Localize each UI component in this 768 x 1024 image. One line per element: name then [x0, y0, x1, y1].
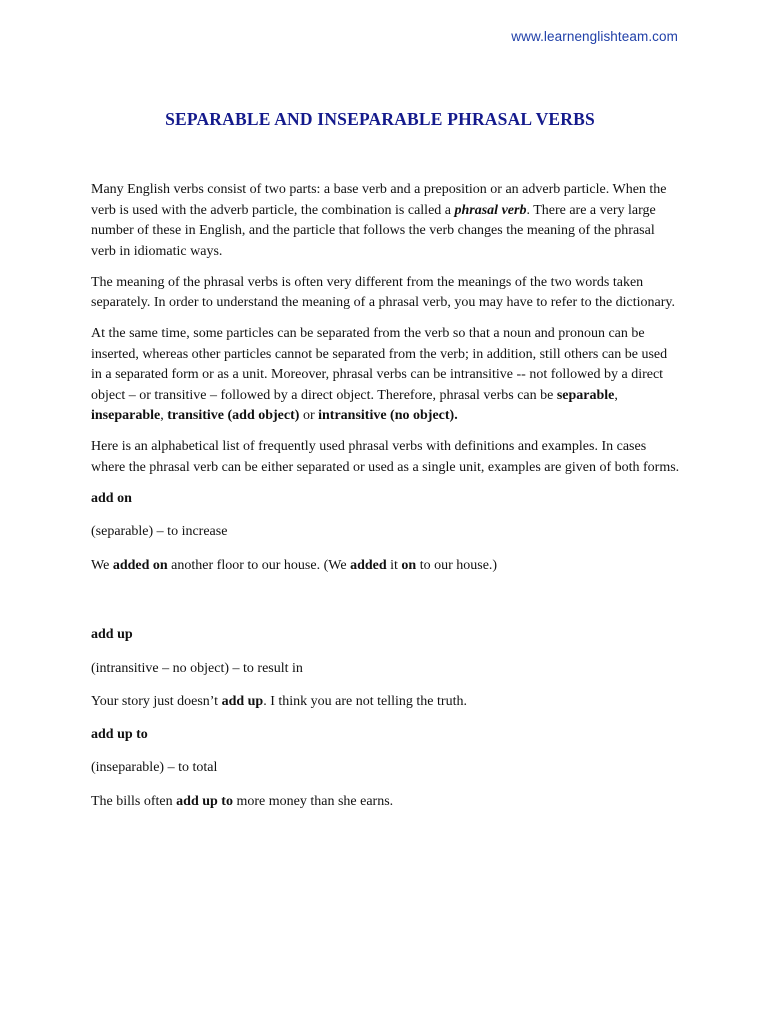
term-intransitive: intransitive (no object). — [318, 408, 458, 423]
entry-example — [91, 692, 681, 713]
intro-paragraph-1 — [91, 180, 681, 262]
site-url-link[interactable]: www.learnenglishteam.com — [511, 29, 678, 44]
example-text: The bills often — [91, 793, 177, 809]
example-bold: added — [350, 557, 387, 573]
term-separable: separable — [556, 387, 615, 403]
term-inseparable: inseparable — [91, 408, 161, 423]
intro-text: Many English verbs consist of two parts: a base verb and a preposition or an adverb particle. When the verb is used with the adverb particle, the combination is called a — [91, 182, 667, 218]
example-text: to our house.) — [416, 557, 498, 573]
intro-text: , — [614, 387, 618, 403]
page-title: SEPARABLE AND INSEPARABLE PHRASAL VERBS — [165, 109, 595, 129]
entry-definition: (inseparable) – to total — [91, 760, 218, 775]
entry-example — [91, 556, 681, 577]
example-text: more money than she earns. — [232, 793, 394, 809]
term-transitive: transitive (add object) — [167, 408, 300, 423]
document-body — [91, 180, 681, 824]
example-bold: add up — [221, 694, 264, 709]
example-text: it — [386, 557, 402, 573]
intro-paragraph-2: The meaning of the phrasal verbs is often very different from the meanings of the two words taken separately. In order to understand the meaning of a phrasal verb, you may have to refer to the dictionary. — [91, 274, 676, 310]
example-text: another floor to our house. (We — [167, 557, 351, 573]
intro-text: At the same time, some particles can be separated from the verb so that a noun and pronoun can be inserted, whereas other particles cannot be separated from the verb; in addition, still others can be used in a separated form or as a unit. Moreover, phrasal verbs can be intransitive -- not followed by a direct object – or transitive – followed by a direct object. Therefore, phrasal verbs can be — [91, 326, 668, 403]
intro-text: . There are a very large number of these in English, and the particle that follows the verb changes the meaning of the phrasal verb in idiomatic ways. — [91, 202, 656, 259]
spacer — [91, 588, 681, 623]
example-text: We — [91, 557, 113, 573]
example-bold: added on — [112, 557, 168, 573]
intro-paragraph-4: Here is an alphabetical list of frequently used phrasal verbs with definitions and examples. In cases where the phrasal verb can be either separated or used as a single unit, examples are given of both forms. — [91, 439, 680, 475]
example-text: Your story just doesn’t — [91, 694, 222, 709]
intro-text: or — [299, 408, 319, 423]
intro-paragraph-3 — [91, 324, 681, 427]
phrasal-verb-term: phrasal verb — [454, 202, 527, 218]
entry-verb-heading: add up to — [91, 726, 148, 742]
entry-verb-heading: add up — [91, 627, 133, 642]
example-bold: on — [401, 557, 417, 573]
intro-text: , — [160, 408, 168, 423]
example-text: . I think you are not telling the truth. — [263, 694, 467, 709]
entry-definition: (intransitive – no object) – to result in — [91, 660, 303, 676]
example-bold: add up to — [176, 793, 233, 809]
entry-example — [91, 792, 681, 813]
entry-verb-heading: add on — [91, 490, 132, 506]
entry-definition: (separable) – to increase — [91, 524, 228, 539]
